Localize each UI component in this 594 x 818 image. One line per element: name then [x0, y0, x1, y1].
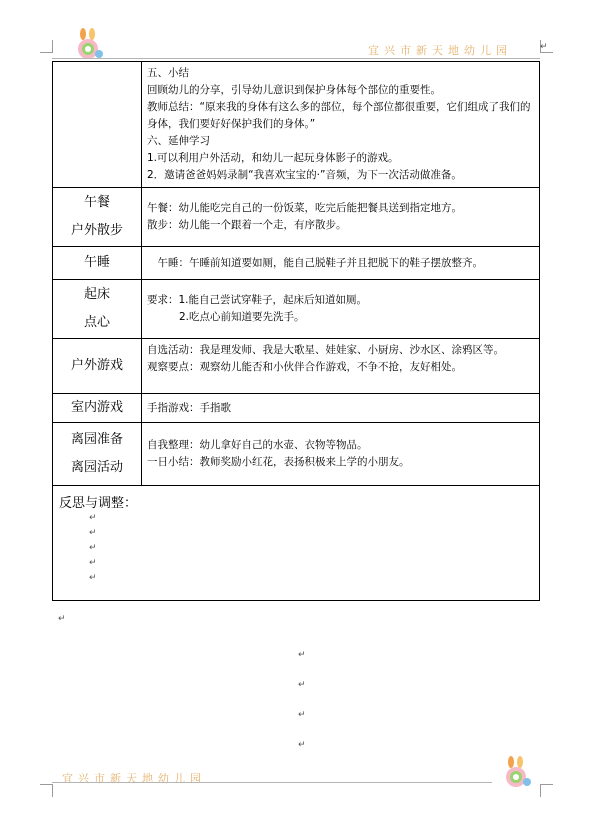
detail-line: 观察要点：观察幼儿能否和小伙伴合作游戏，不争不抢，友好相处。 [147, 361, 462, 373]
activity-name: 午睡 [83, 255, 110, 270]
detail-line: 回顾幼儿的分享，引导幼儿意识到保护身体每个部位的重要性。 [147, 84, 441, 96]
kindergarten-logo-icon [500, 756, 534, 790]
activity-name-cell [53, 423, 142, 486]
empty-paragraph: ↵ [89, 513, 97, 523]
table-row [53, 280, 540, 339]
table-row [53, 394, 540, 423]
crop-mark-bottom-left [40, 784, 53, 797]
detail-line: 午餐：幼儿能吃完自己的一份饭菜，吃完后能把餐具送到指定地方。 [147, 202, 462, 214]
detail-line: 午睡：午睡前知道要如厕，能自己脱鞋子并且把脱下的鞋子摆放整齐。 [147, 256, 483, 269]
activity-name-cell [53, 339, 142, 394]
activity-detail-cell [142, 247, 540, 280]
detail-line: 自选活动：我是理发师、我是大歌星、娃娃家、小厨房、沙水区、涂鸦区等。 [147, 344, 504, 356]
table-row [53, 486, 540, 601]
activity-name: 点心 [83, 315, 110, 330]
crop-mark-bottom-right [540, 784, 553, 797]
detail-line: 五、小结 [147, 67, 189, 79]
paragraph-mark: ↵ [58, 614, 66, 624]
detail-line: 要求：1.能自己尝试穿鞋子，起床后知道如厕。 [147, 294, 368, 306]
daily-plan-table [52, 61, 540, 601]
activity-name: 室内游戏 [70, 400, 123, 415]
activity-name: 离园准备 [70, 432, 123, 447]
reflection-cell [53, 486, 540, 601]
paragraph-mark: ↵ [298, 740, 306, 750]
empty-paragraph: ↵ [89, 543, 97, 553]
detail-line: 一日小结：教师奖励小红花，表扬积极来上学的小朋友。 [147, 456, 410, 468]
reflection-label: 反思与调整： [59, 496, 138, 511]
header-school-name: 宜兴市新天地幼儿园 [368, 44, 512, 57]
empty-paragraph: ↵ [89, 528, 97, 538]
activity-name-cell [53, 394, 142, 423]
activity-name-cell [53, 280, 142, 339]
activity-detail-cell [142, 280, 540, 339]
activity-detail-cell [142, 339, 540, 394]
header-rule [52, 58, 540, 59]
crop-mark-top-left [40, 40, 53, 53]
paragraph-mark: ↵ [298, 650, 306, 660]
activity-name-cell [53, 62, 142, 188]
detail-line: 手指游戏：手指歌 [147, 401, 231, 414]
table-row [53, 188, 540, 247]
activity-detail-cell [142, 188, 540, 247]
activity-name: 午餐 [83, 195, 110, 210]
detail-line: 1.可以利用户外活动，和幼儿一起玩身体影子的游戏。 [147, 152, 399, 164]
activity-detail-cell [142, 423, 540, 486]
detail-line: 自我整理：幼儿拿好自己的水壶、衣物等物品。 [147, 439, 368, 451]
empty-paragraph: ↵ [89, 573, 97, 583]
table-row [53, 423, 540, 486]
header-paragraph-mark: ↵ [540, 42, 548, 52]
activity-name: 起床 [83, 287, 110, 302]
kindergarten-logo-icon [72, 28, 106, 62]
activity-name: 户外游戏 [70, 358, 123, 373]
activity-name-cell [53, 247, 142, 280]
table-row [53, 62, 540, 188]
empty-paragraph: ↵ [89, 558, 97, 568]
paragraph-mark: ↵ [298, 680, 306, 690]
activity-name-cell [53, 188, 142, 247]
table-row [53, 339, 540, 394]
activity-detail-cell [142, 62, 540, 188]
activity-detail-cell [142, 394, 540, 423]
detail-line: 2.吃点心前知道要先洗手。 [179, 311, 305, 323]
detail-line: 教师总结：“原来我的身体有这么多的部位，每个部位都很重要，它们组成了我们的身体，我们要好好保护我们的身体。” [147, 101, 531, 130]
detail-line: 六、延伸学习 [147, 135, 210, 147]
activity-name: 户外散步 [70, 223, 123, 238]
detail-line: 2．邀请爸爸妈妈录制“我喜欢宝宝的·”音频，为下一次活动做准备。 [147, 169, 462, 181]
activity-name: 离园活动 [70, 460, 123, 475]
footer-school-name: 宜兴市新天地幼儿园 [62, 772, 206, 785]
footer-rule [52, 782, 492, 783]
paragraph-mark: ↵ [298, 710, 306, 720]
table-row [53, 247, 540, 280]
detail-line: 散步：幼儿能一个跟着一个走，有序散步。 [147, 219, 347, 231]
